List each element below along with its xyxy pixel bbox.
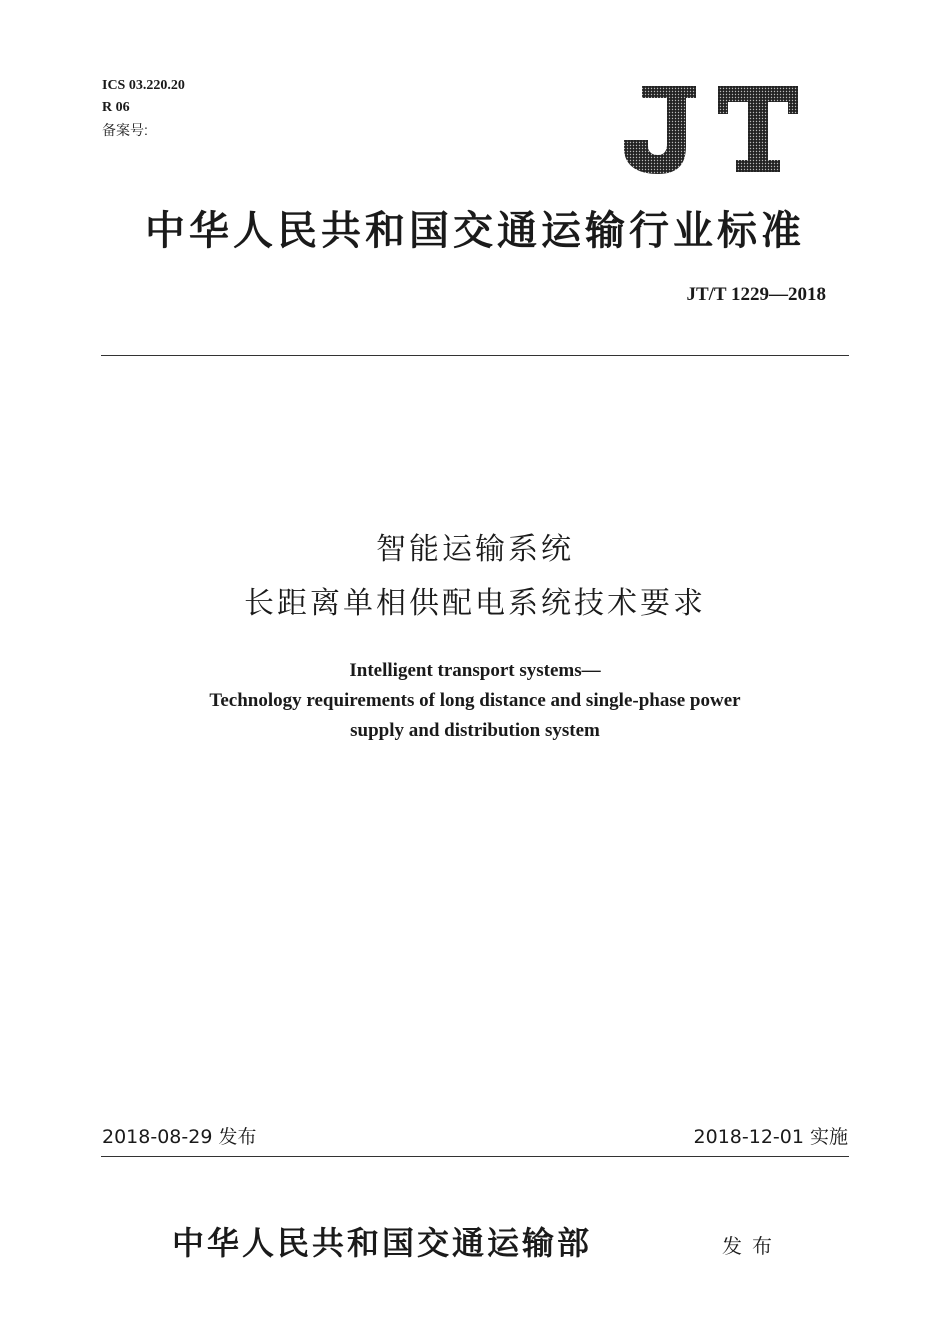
english-title-line1: Intelligent transport systems—: [349, 660, 601, 681]
class-code: R 06: [102, 100, 130, 115]
english-title-line2: Technology requirements of long distance and single-phase power: [209, 690, 741, 711]
standard-code: JT/T 1229—2018: [686, 284, 826, 305]
bottom-divider: [101, 1156, 849, 1157]
chinese-title-line2: 长距离单相供配电系统技术要求: [244, 586, 706, 621]
jt-logo-t: [718, 86, 798, 172]
filing-number-label: 备案号:: [102, 122, 148, 138]
english-title-line3: supply and distribution system: [350, 720, 600, 741]
standard-category-title: 中华人民共和国交通运输行业标准: [145, 207, 805, 254]
implementation-date: 2018-12-01 实施: [693, 1126, 848, 1148]
publish-label: 发布: [722, 1234, 782, 1258]
ics-code: ICS 03.220.20: [102, 78, 185, 93]
issue-date: 2018-08-29 发布: [102, 1126, 257, 1148]
chinese-title-line1: 智能运输系统: [376, 532, 574, 567]
publisher-name: 中华人民共和国交通运输部: [172, 1224, 593, 1262]
jt-logo: [620, 84, 802, 176]
jt-logo-j: [624, 86, 696, 174]
top-divider: [101, 355, 849, 356]
